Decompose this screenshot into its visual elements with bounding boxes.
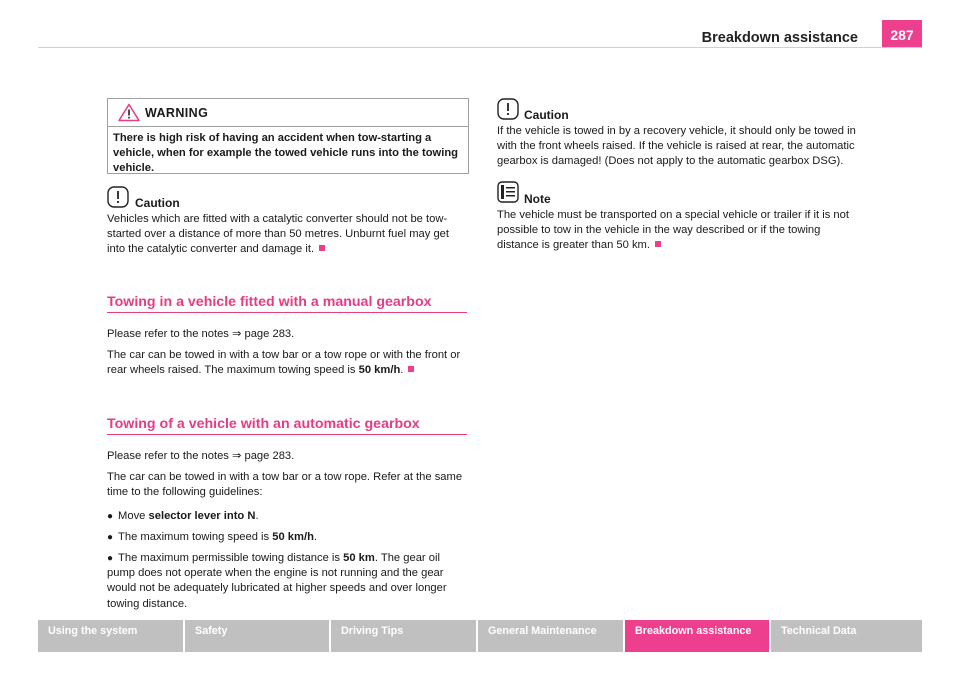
section-title-manual-gearbox: Towing in a vehicle fitted with a manual gearbox bbox=[107, 294, 467, 313]
text: Move bbox=[118, 509, 149, 522]
caution-text-body: Vehicles which are fitted with a catalytic converter should not be tow-started over a distance of more than 50 metres. Unburnt fuel may get into the catalytic converter and damage it. bbox=[107, 213, 450, 256]
page-header-title: Breakdown assistance bbox=[701, 30, 858, 46]
text: . The gear oil pump does not operate when the engine is not running and the gear would not be adequately lubricated at higher speeds and over longer towing distance. bbox=[107, 552, 447, 610]
caution-text bbox=[497, 124, 859, 170]
bold-text: 50 km bbox=[343, 552, 375, 565]
paragraph bbox=[107, 348, 469, 378]
warning-header bbox=[108, 99, 468, 127]
text: . bbox=[313, 530, 318, 543]
footer-tab-breakdown-assistance[interactable]: Breakdown assistance bbox=[625, 620, 769, 652]
text: The maximum towing speed is bbox=[118, 530, 273, 543]
footer-tab-technical-data[interactable]: Technical Data bbox=[771, 620, 922, 652]
page-number: 287 bbox=[882, 20, 922, 48]
bold-text: 50 km/h bbox=[272, 530, 314, 543]
bullet-icon: ● bbox=[107, 531, 114, 543]
warning-box bbox=[107, 98, 469, 174]
footer-tab-general-maintenance[interactable]: General Maintenance bbox=[478, 620, 623, 652]
bullet-item bbox=[107, 509, 469, 524]
caution-exclamation-icon bbox=[497, 98, 519, 120]
page-reference: Please refer to the notes ⇒ page 283. bbox=[107, 328, 295, 340]
bold-text: 50 km/h bbox=[358, 364, 401, 377]
end-of-section-icon bbox=[319, 245, 325, 251]
paragraph: The car can be towed in with a tow bar or a tow rope. Refer at the same time to the following guidelines: bbox=[107, 471, 463, 499]
caution-label: Caution bbox=[135, 196, 180, 210]
end-of-section-icon bbox=[408, 366, 414, 372]
warning-text: There is high risk of having an accident when tow-starting a vehicle, when for example the towed vehicle runs into the towing vehicle. bbox=[113, 132, 459, 175]
bullet-icon: ● bbox=[107, 553, 114, 565]
note-icon bbox=[497, 181, 519, 203]
text: The maximum permissible towing distance is bbox=[118, 552, 344, 565]
note-text bbox=[497, 208, 859, 254]
text: . bbox=[400, 364, 404, 377]
page-reference: Please refer to the notes ⇒ page 283. bbox=[107, 450, 295, 462]
bullet-item bbox=[107, 530, 469, 545]
text: . bbox=[255, 509, 259, 522]
caution-text-body: If the vehicle is towed in by a recovery vehicle, it should only be towed in with the front wheels raised. If the vehicle is raised at rear, the automatic gearbox is damaged! (Does not apply to the automatic gearbox DSG). bbox=[497, 125, 856, 168]
caution-label: Caution bbox=[524, 108, 569, 122]
note-label: Note bbox=[524, 192, 551, 206]
caution-exclamation-icon bbox=[107, 186, 129, 208]
header-divider bbox=[38, 47, 922, 48]
warning-label: WARNING bbox=[145, 106, 209, 120]
footer-tab-driving-tips[interactable]: Driving Tips bbox=[331, 620, 476, 652]
caution-text bbox=[107, 212, 467, 258]
section-body-automatic-gearbox bbox=[107, 449, 469, 612]
footer-nav bbox=[38, 620, 922, 652]
bullet-icon: ● bbox=[107, 510, 114, 522]
bold-text: selector lever into N bbox=[148, 509, 256, 522]
end-of-section-icon bbox=[655, 241, 661, 247]
text: The car can be towed in with a tow bar or a tow rope or with the front or rear wheels raised. The maximum towing speed is bbox=[107, 349, 461, 377]
section-body-manual-gearbox bbox=[107, 327, 469, 379]
bullet-item bbox=[107, 551, 469, 612]
note-text-body: The vehicle must be transported on a special vehicle or trailer if it is not possible to tow in the vehicle in the way described or if the towing distance is greater than 50 km. bbox=[497, 209, 849, 252]
warning-triangle-icon bbox=[118, 103, 140, 122]
section-title-automatic-gearbox: Towing of a vehicle with an automatic gearbox bbox=[107, 416, 467, 435]
footer-tab-safety[interactable]: Safety bbox=[185, 620, 329, 652]
footer-tab-using-the-system[interactable]: Using the system bbox=[38, 620, 183, 652]
